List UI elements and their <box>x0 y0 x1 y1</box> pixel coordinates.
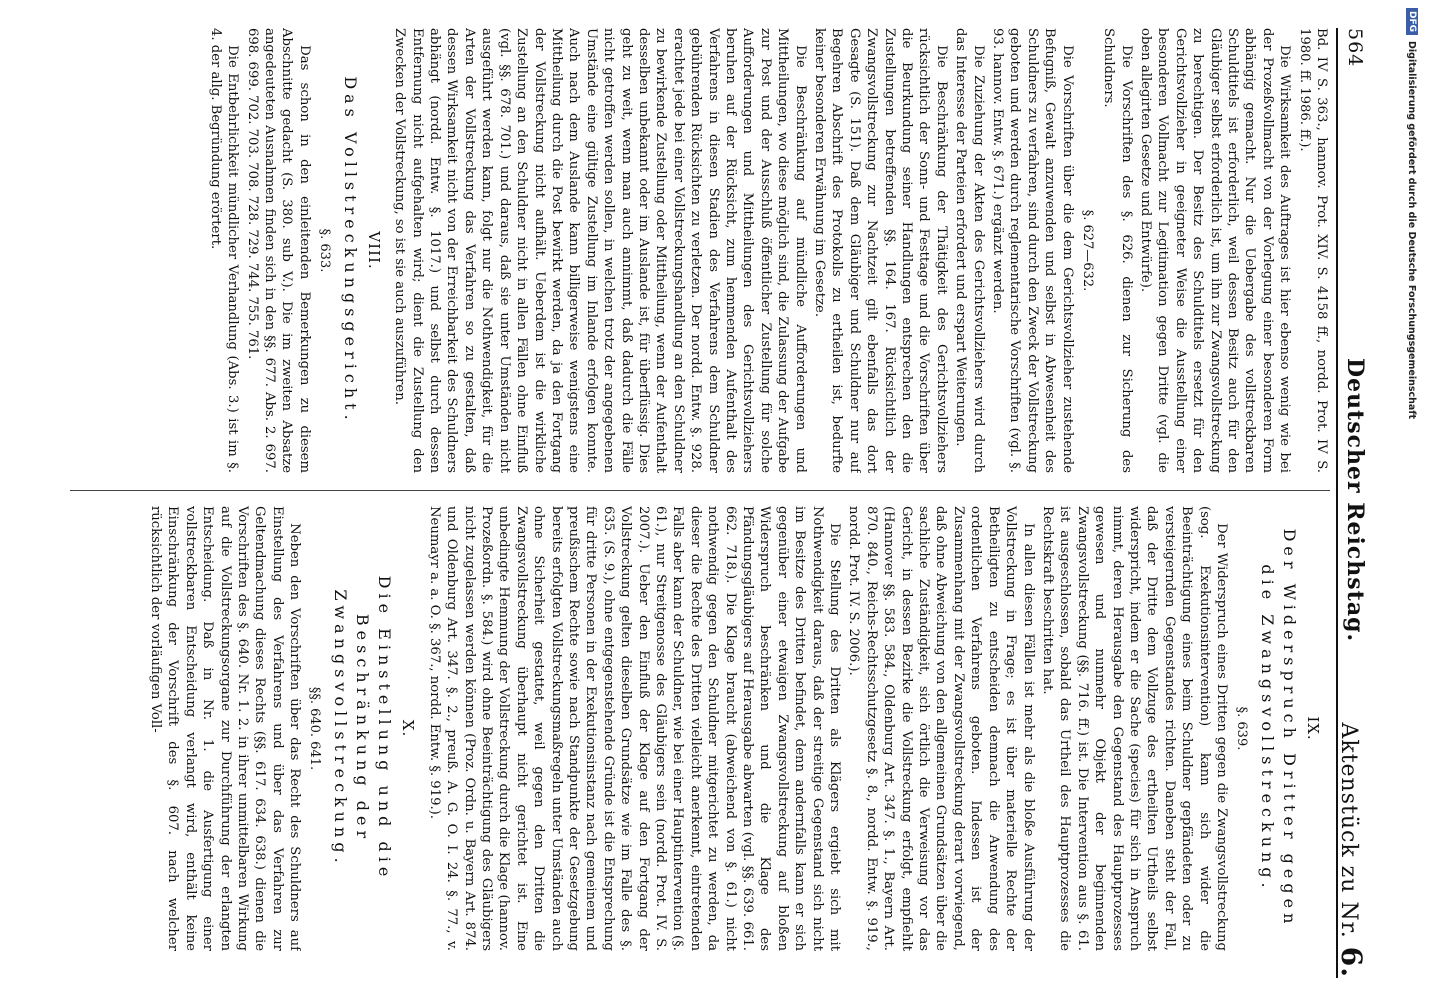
section-title: Der Widerspruch Dritter gegen die Zwangsvollstreckung. <box>1258 528 1299 929</box>
section-sign-heading: §. 633. <box>316 228 332 273</box>
section-sign-heading: §§. 640. 641. <box>307 686 323 771</box>
section-sign-heading: §. 627—632. <box>1079 209 1095 292</box>
digitization-note <box>1395 8 1429 992</box>
paragraph: Die Zuziehung der Akten des Gerichtsvollziehers wird durch das Interesse der Parteien erfordert und erspart Weiterungen. <box>953 28 986 473</box>
running-title: Deutscher Reichstag. <box>1342 358 1368 643</box>
paragraph: Die Beschränkung auf mündliche Aufforderungen und Mittheilungen, wo diese möglich sind, die Zulassung der Aufgabe zur Post und der Ausschluß öffentlicher Zustellung für solche Aufforderungen und Mittheilungen des Gerichtsvollziehers beruhen auf der Rücksicht, zum hemmenden Aufenthalt des Verfahrens in diesen Stadien des Verfahrens dem Schuldner gebührenden Rücksichten zu verletzen. Der nordd. Entw. §. 928. erachtet jede bei einer Vollstreckungshandlung an den Schuldner zu bewirkende Zustellung oder Mittheilung, wenn der Aufenthalt desselben unbekannt oder im Auslande ist, für überflüssig. Dies geht zu weit, wenn man auch annimmt, daß dadurch die Fälle nicht getroffen werden sollen, in welchen trotz der angegebenen Umstände eine gültige Zustellung im Inlande erfolgen konnte. Auch nach dem Auslande kann billigerweise wenigstens eine Mittheilung durch die Post bewirkt werden, da ja den Fortgang der Vollstreckung nicht aufhält. Ueberdem ist die wirkliche Zustellung an den Schuldner nicht in allen Fällen ohne Einfluß (vgl. §§. 678. 701.) und daraus, daß sie unter Umständen nicht ausgeführt werden kann, folgt nur die Nothwendigkeit, für die Arten der Vollstreckung das Verfahren so zu gestalten, daß dessen Wirksamkeit nicht von der Erreichbarkeit des Schuldners abhängt (nordd. Entw. §. 1017.) und selbst durch dessen Entfernung nicht aufgehalten wird; dient die Zustellung den Zwecken der Vollstreckung, so ist sie auch auszuführen. <box>392 28 808 473</box>
paragraph: Die Vorschriften über die dem Gerichtsvollzieher zustehende Befugniß, Gewalt anzuwenden und selbst in Abwesenheit des Schuldners zu verfahren, sind durch den Zweck der Vollstreckung geboten und werden durch reglementarische Vorschriften (vgl. §. 93. hannov. Entw. §. 671.) ergänzt werden. <box>990 28 1075 473</box>
paragraph: Das schon in den einleitenden Bemerkungen zu diesem Abschnitte gedacht (S. 380. sub V.). Die im zweiten Absatze angedeuteten Ausnahmen finden sich in den §§. 677. Abs. 2. 697. 698. 699. 702. 703. 708. 728. 729. 744. 755. 761. <box>244 28 312 473</box>
digitization-note-inner <box>1395 8 1429 992</box>
section-numeral: IX. <box>1304 716 1322 741</box>
page-number: 564 <box>1344 28 1366 68</box>
paragraph: Die Stellung des Dritten als Klägers ergiebt sich mit Nothwendigkeit daraus, daß der streitige Gegenstand sich nicht im Besitze des Dritten befindet, denn andernfalls kann er sich gegenüber einer etwaigen Zwangsvollstreckung auf bloßen Widerspruch beschränken und die Klage des Pfändungsgläubigers auf Herausgabe abwarten (vgl. §§. 639. 661. 662. 718.). Die Klage braucht (abweichend von §. 61.) nicht nothwendig gegen den Schuldner mitgerichtet zu werden, da dieser die Rechte des Dritten vielleicht anerkennt, eintretenden Falls aber kann der Schuldner, wie bei einer Hauptintervention (§. 61.), nur Streitgenosse des Gläubigers sein (nordd. Prot. IV. S. 2007.). Ueber den Einfluß der Klage auf den Fortgang der Vollstreckung gelten dieselben Grundsätze wie im Falle des §. 635. (S. 9.), ohne entgegenstehende Gründe ist die Entsprechung für dritte Personen in der Exekutionsinstanz nach gemeinem und preußischem Rechte sowie nach Standpunkte der Gesetzgebung bereits erfolgten Vollstreckungsmaßregeln unter Umständen auch ohne Sicherheit gestattet, weil gegen den Dritten die Zwangsvollstreckung überhaupt nicht gerichtet ist. Eine unbedingte Hemmung der Vollstreckung durch die Klage (hannov. Prozeßordn. §. 584.) wird ohne Beeinträchtigung des Gläubigers nicht zugelassen werden können (Proz. Ordn. u. Bayern Art. 874. und Oldenburg Art. 347. §. 2., preuß. A. G. O. I. 24. §. 77., v. Neumayr a. a. O. §. 367., nordd. Entw. §. 919.). <box>426 506 843 951</box>
paragraph: Die Vorschriften des §. 626. dienen zur Sicherung des Schuldners. <box>1101 28 1134 473</box>
paragraph: Neben den Vorschriften über das Recht des Schuldners auf Einstellung des Verfahrens und über das Verfahren zur Geltendmachung dieses Rechts (§§. 617. 634. 638.) dienen die Vorschriften des §. 640. Nr. 1. 2. in ihrer unmittelbaren Wirkung auf die Vollstreckungsorgane zur Durchführung der erlangten Entscheidung. Daß in Nr. 1. die Ausfertigung einer vollstreckbaren Entscheidung verlangt wird, enthält keine Einschränkung der Vorschrift des §. 607. nach welcher rücksichtlich der vorläufigen Voll- <box>148 506 303 951</box>
section-title: Das Vollstreckungsgericht. <box>340 76 360 425</box>
section-numeral: VIII. <box>364 231 383 270</box>
section-sign-heading: §. 639. <box>1234 706 1249 751</box>
left-column <box>10 28 1330 473</box>
document-reference-number: 6. <box>1335 946 1368 978</box>
paragraph: Die Beschränkung der Thätigkeit des Gerichtsvollziehers rücksichtlich der Sonn- und Festtage und die Vorschriften über die Beurkundung seiner Handlungen entsprechen den die Zustellungen betreffenden §§. 164. 167. Rücksichtlich der Zwangsvollstreckung zur Nachtzeit gilt ebenfalls das dort Gesagte (S. 151). Daß dem Gläubiger und Schuldner nur auf Begehren Abschrift des Protokolls zu ertheilen ist, bedurfte keiner besonderen Erwähnung im Gesetze. <box>812 28 949 473</box>
right-column <box>10 506 1330 951</box>
column-divider <box>70 490 1330 491</box>
digitization-note-text: Digitalisierung gefördert durch die Deutsche Forschungsgemeinschaft <box>1406 41 1418 419</box>
section-numeral: X. <box>399 719 418 738</box>
paragraph: Die Entbehrlichkeit mündlicher Verhandlung (Abs. 3.) ist im §. 4. der allg. Begründung erörtert. <box>207 28 241 473</box>
document-reference-prefix: Aktenstück zu Nr. <box>1336 722 1361 939</box>
section-title: Die Einstellung und die Beschränkung der Zwangsvollstreckung. <box>331 575 395 882</box>
paragraph: Die Wirksamkeit des Auftrages ist hier ebenso wenig wie bei der Prozeßvollmacht von der Vorlegung einer besonderen Form abhängig gemacht. Nur die Uebergabe des vollstreckbaren Schuldtitels ist erforderlich, weil dessen Besitz auch für den Gläubiger selbst erforderlich ist, um ihn zur Zwangsvollstreckung zu berechtigen. Der Besitz des Schuldtitels ersetzt für den Gerichtsvollzieher in geeigneter Weise die Ausstellung einer besonderen Vollmacht zur Legitimation gegen Dritte (vgl. die oben allegirten Gesetze und Entwürfe). <box>1137 28 1293 473</box>
page-header <box>1336 28 1370 978</box>
dfg-logo: DFG <box>1406 8 1418 35</box>
paragraph: In allen diesen Fällen ist mehr als die bloße Ausführung der Vollstreckung in Frage; es ist über materielle Rechte der Betheiligten zu entscheiden demnach die Anwendung des ordentlichen Verfahrens geboten. Indessen ist der Zusammenhang mit der Zwangsvollstreckung derart vorwiegend, daß ohne Abweichung von den allgemeinen Grundsätzen über die sachliche Zuständigkeit, sich örtlich die Verweisung vor das Gericht, in dessen Bezirke die Vollstreckung erfolgt, empfiehlt (Hannover §§. 583. 584., Oldenburg Art. 347. §. 1., Bayern Art. 870. 840., Reichs-Rechtsschutzgesetz §. 8., nordd. Entw. §. 919., nordd. Prot. IV. S. 2006.). <box>846 506 1036 951</box>
document-reference <box>1335 722 1368 978</box>
paragraph: Der Widerspruch eines Dritten gegen die Zwangsvollstreckung (sog. Exekutionsintervention) kann sich wider die Beeinträchtigung eines beim Schuldner gepfändeten oder zu versteigernden Gegenstandes richten. Daneben steht der Fall, daß der Dritte dem Vollzuge des ertheilten Urtheils selbst widerspricht, indem er die Sache (species) für sich in Anspruch nimmt, deren Herausgabe den Gegenstand des Hauptprozesses gewesen und nunmehr Objekt der beginnenden Zwangsvollstreckung (§§. 716. ff.) ist. Die Intervention aus §. 61. ist ausgeschlossen, sobald das Urtheil des Hauptprozesses die Rechtskraft beschritten hat. <box>1039 506 1229 951</box>
paragraph: Bd. IV S. 363., hannov. Prot. XIV. S. 4158 ff., nordd. Prot. IV S. 1980. ff. 1986. ff.). <box>1296 28 1329 473</box>
